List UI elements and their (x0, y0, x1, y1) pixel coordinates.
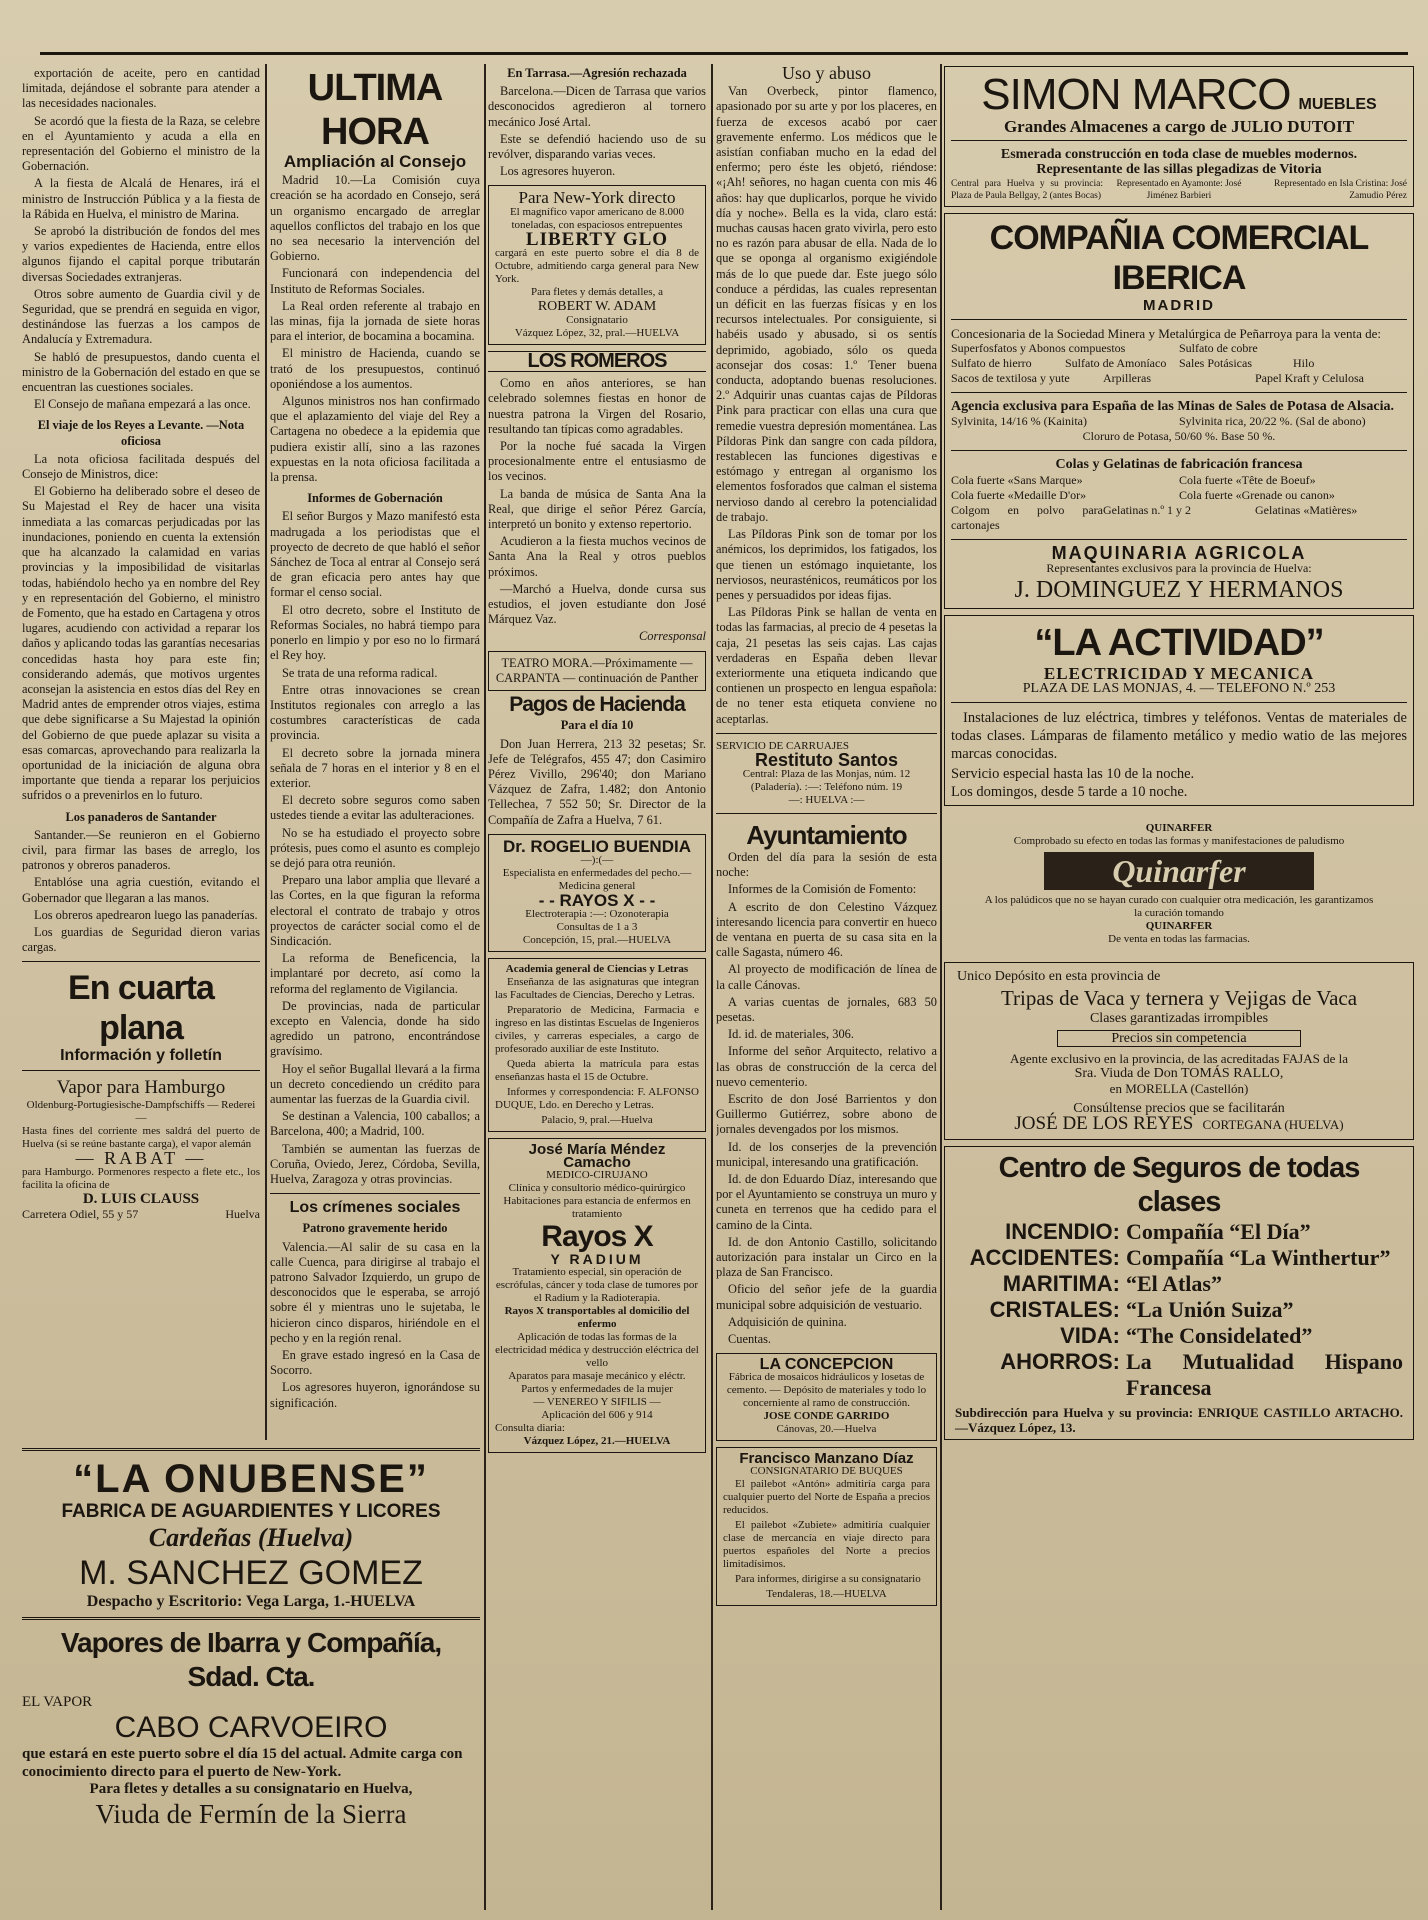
column-5-ads (944, 66, 1414, 1910)
actividad-name: “LA ACTIVIDAD” (1034, 622, 1324, 665)
paragraph: Los obreros apedrearon luego las panaderías. (34, 907, 258, 922)
cola-item: Cola fuerte «Medaille D'or» (951, 487, 1087, 502)
divider (270, 1193, 480, 1194)
buendia-hours: Consultas de 1 a 3 (556, 921, 638, 934)
iberica-ad (944, 213, 1414, 609)
seguros-row (955, 1271, 1403, 1297)
paragraph: Valencia.—Al salir de su casa en la calle Cuenca, para dirigirse al trabajo el patrono Salvador Izquierdo, un grupo de desconocidos que le esperaba, se arrojó sobre él y mientras uno le sujetaba, le hicieron cinco disparos, hiriéndole en el pecho y en la región renal. (270, 1239, 480, 1345)
seguros-category: ACCIDENTES: (969, 1245, 1120, 1271)
paragraph: Se acordó que la fiesta de la Raza, se celebre en el Ayuntamiento y acuda a ella en representación del Gobierno el ministro de la Gobernación. (22, 113, 260, 174)
ibarra-ship: CABO CARVOEIRO (114, 1711, 388, 1744)
buendia-name: Dr. ROGELIO BUENDIA (503, 836, 691, 856)
buendia-electro: Electroterapia :—: Ozonoterapia (525, 908, 669, 921)
actividad-text3: Los domingos, desde 5 tarde a 10 noche. (951, 784, 1188, 801)
simon-header (951, 71, 1407, 119)
tripas-text3: Sra. Viuda de Don TOMÁS RALLO, (1074, 1066, 1284, 1082)
paragraph: Id. de don Eduardo Díaz, interesando que por el Ayuntamiento se construya un muro y cuneta en terrenos que ha cedido para el camino de la Cinta. (716, 1172, 937, 1232)
paragraph: Hoy el señor Bugallal llevará a la firma un decreto concediendo un crédito para aumentar las fuerzas de la Guardia civil. (270, 1061, 480, 1106)
paragraph: A escrito de don Celestino Vázquez interesando licencia para convertir en hueco de ventana en puerta de su casa sita en la calle Sagasta, número 46. (716, 899, 937, 960)
iberica-name: COMPAÑIA COMERCIAL IBERICA (989, 218, 1369, 297)
buendia-specialty: Especialista en enfermedades del pecho.—Medicina general (502, 866, 692, 892)
cola-item: Colgom en polvo para cartonajes (951, 502, 1103, 532)
pagos-title: Pagos de Hacienda (509, 693, 685, 717)
hamburgo-company: Oldenburg-Portugiesische-Dampfschiffs — Rederei — (26, 1098, 256, 1124)
paragraph: Se habló de presupuestos, dando cuenta el ministro de la Gobernación del estado en que se encuentran las cuestiones sociales. (22, 349, 260, 395)
iberica-product-row (951, 371, 1407, 386)
actividad-sub: ELECTRICIDAD Y MECANICA (1043, 664, 1315, 684)
academia-address: Palacio, 9, pral.—Huelva (541, 1114, 653, 1127)
divider (22, 1448, 480, 1451)
seguros-company: “The Considelated” (1126, 1323, 1313, 1349)
ayuntamiento-article (716, 850, 937, 1347)
seguros-row (955, 1219, 1403, 1245)
iberica-product-item: Sulfato de Amoníaco (1065, 356, 1167, 371)
buendia-separator: —):(— (580, 853, 614, 866)
paragraph: Escrito de don José Barrientos y don Guillermo Gutiérrez, sobre abono de jornales devengados por los mismos. (716, 1091, 937, 1137)
paragraph: El ministro de Hacienda, cuando se trató de los presupuestos, continuó oponiéndose a los aumentos. (270, 346, 480, 391)
cola-item: Cola fuerte «Tête de Boeuf» (1179, 472, 1316, 487)
onubense-address: Despacho y Escritorio: Vega Larga, 1.-HUELVA (86, 1593, 416, 1610)
buendia-rayos: - - RAYOS X - - (538, 890, 656, 910)
buendia-ad (488, 834, 706, 952)
paragraph: Funcionará con independencia del Instituto de Reformas Sociales. (270, 266, 480, 296)
divider (951, 319, 1407, 320)
iberica-product-item: Sulfato de cobre (1179, 341, 1258, 356)
carruajes-ad (716, 740, 937, 807)
iberica-product-item: Papel Kraft y Celulosa (1255, 371, 1364, 386)
hamburgo-address-right: Huelva (225, 1206, 260, 1221)
paragraph: Oficio del señor jefe de la guardia municipal sobre adquisición de vestuario. (716, 1282, 937, 1312)
paragraph: Se destinan a Valencia, 100 caballos; a Barcelona, 400; a Madrid, 100. (270, 1109, 480, 1139)
paragraph: Cuentas. (728, 1332, 772, 1347)
column-3 (488, 66, 706, 1910)
iberica-cloruro: Cloruro de Potasa, 50/60 %. Base 50 %. (1082, 429, 1276, 444)
paragraph: El señor Burgos y Mazo manifestó esta madrugada a los periodistas que el proyecto de decreto de que habló el señor Sánchez de Toca al entrar al Consejo será de gran eficacia pero antes hay que formar el censo social. (270, 509, 480, 600)
hamburgo-ship: — RABAT — (75, 1147, 207, 1168)
ampliacion-article (270, 173, 480, 485)
iberica-products (951, 341, 1407, 386)
paragraph: Orden del día para la sesión de esta noche: (716, 849, 937, 880)
ny-ship: LIBERTY GLO (525, 228, 669, 250)
paragraph: Van Overbeck, pintor flamenco, apasionado por su arte y por los placeres, en fuerza de excesos acabó por caer gravemente enfermo. Los médicos que le asistían confiaban mucho en la edad del enfermo; pero éste les objetó, riéndose: «¡Ah! señores, no hagan cuenta con mis 46 años: hay que duplicarlos, porque he vivido día y noche». Bella es la vida, claro está: muchas causas hacen grato vivirla, pero esto no es razón para abusar de ella. Nada de lo que se oponga al organismo exigiéndole más de lo que puede dar. Este juego sólo conduce a pérdidas, las cuales representan un déficit en las fuerzas físicas y en los recursos intelectuales. Por consiguiente, si habéis usado y abusado, si os sentís deprimido, agobiado, sólo os queda aconsejar dos cosas: 1.º Tener buena conducta, adoptando buenas resoluciones. 2.º Adquirir unas cuantas cajas de Píldoras Pink para practicar con ellas una cura que remedie vuestra depresión momentánea. Las Píldoras Pink dan sangre con cada píldora, restablecen las funciones digestivas e estómago y entregan al organismo los elementos fosforados que calman el sistema nervioso dando al cerebro la potencialidad de trabajo. (716, 84, 937, 524)
hamburgo-address (22, 1207, 260, 1222)
mendez-text8: — VENEREO Y SIFILIS — (533, 1396, 661, 1409)
simon-text: Esmerada construcción en toda clase de muebles modernos. (1000, 147, 1358, 163)
divider (22, 1617, 480, 1620)
paragraph: Id. id. de materiales, 306. (728, 1027, 854, 1042)
simon-sub: Grandes Almacenes a cargo de JULIO DUTOIT (1003, 117, 1355, 136)
ibarra-agent: Viuda de Fermín de la Sierra (95, 1799, 407, 1829)
seguros-company: Compañía “La Winthertur” (1126, 1245, 1391, 1271)
ampliacion-title: Ampliación al Consejo (283, 152, 467, 171)
hamburgo-title: Vapor para Hamburgo (56, 1076, 226, 1098)
mendez-text6: Aparatos para masaje mecánico y eléctr. (508, 1370, 686, 1383)
tripas-precios: Precios sin competencia (1057, 1030, 1301, 1047)
seguros-category: INCENDIO: (1005, 1219, 1120, 1245)
academia-text2: Preparatorio de Medicina, Farmacia e ingreso en las distintas Escuelas de Ingenieros civiles, y carreras especiales, a cargo de profesorado auxiliar de este Instituto. (495, 1004, 699, 1056)
academia-text: Enseñanza de las asignaturas que integran las Facultades de Ciencias, Derecho y Letras. (495, 976, 699, 1002)
column-1 (22, 66, 260, 1440)
paragraph: Algunos ministros nos han confirmado que el aplazamiento del viaje del Rey a Cartagena no obedece a la epidemia que pudiera existir allí, sino a las razones expuestas en la nota oficiosa facilitada a la prensa. (270, 394, 480, 485)
paragraph: Se aprobó la distribución de fondos del mes y varios expedientes de Hacienda, entre ellos algunos fijando el capital porque tributarán diversas Sociedades extranjeras. (22, 224, 260, 284)
paragraph: En grave estado ingresó en la Casa de Socorro. (270, 1348, 480, 1378)
simon-marco-ad (944, 66, 1414, 207)
paragraph: No se ha estudiado el proyecto sobre prótesis, pues como el asunto es complejo se dejó para otra reunión. (270, 825, 480, 870)
seguros-title: Centro de Seguros de todas clases (998, 1152, 1360, 1219)
paragraph: Las Píldoras Pink se hallan de venta en todas las farmacias, al precio de 4 pesetas la caja, 21 pesetas las seis cajas. Las cajas verdaderas en España deben llevar exteriormente una etiqueta indicando que contienen un prospecto en lengua española: de no tener esta etiqueta conviene no aceptarlas. (716, 605, 937, 726)
consejo-continuation (22, 66, 260, 412)
paragraph: Informes de la Comisión de Fomento: (728, 882, 917, 897)
cola-row (951, 488, 1407, 503)
cola-item: Cola fuerte «Grenade ou canon» (1179, 487, 1335, 502)
cuarta-plana-title: En cuarta plana (68, 969, 214, 1048)
iberica-product-item: Sales Potásicas (1179, 356, 1252, 371)
paragraph: Las Píldoras Pink son de tomar por los anémicos, los deprimidos, los fatigados, los que tienen un estómago inquietante, los nerviosos, neurasténicos, reumáticos por los penes y persuadidos por ideas fijas. (716, 527, 937, 602)
paragraph: Por la noche fué sacada la Virgen procesionalmente entre el entusiasmo de los vecinos. (488, 439, 706, 484)
mendez-text5: Aplicación de todas las formas de la electricidad médica y destrucción eléctrica del vello (495, 1331, 699, 1370)
academia-text4: Informes y correspondencia: F. ALFONSO DUQUE, Ldo. en Derecho y Letras. (495, 1086, 699, 1112)
romeros-article (488, 376, 706, 627)
carruajes-text: Central: Plaza de las Monjas, núm. 12 (Paladería). :—: Teléfono núm. 19 (742, 767, 911, 793)
paragraph: La nota oficiosa facilitada después del Consejo de Ministros, dice: (22, 451, 260, 482)
ayuntamiento-title: Ayuntamiento (746, 819, 907, 850)
mendez-text7: Partos y enfermedades de la mujer (521, 1383, 673, 1396)
mendez-text: Clínica y consultorio médico-quirúrgico (508, 1182, 686, 1195)
iberica-product-row (951, 341, 1407, 356)
onubense-name: “LA ONUBENSE” (73, 1457, 429, 1501)
seguros-row (955, 1349, 1403, 1401)
paragraph: Barcelona.—Dicen de Tarrasa que varios desconocidos agredieron al tornero mecánico José Artal. (488, 84, 706, 129)
paragraph: Adquisición de quinina. (728, 1314, 847, 1329)
paragraph: La Real orden referente al trabajo en las minas, fija la jornada de siete horas para el interior, de bocamina a bocamina. (270, 298, 480, 344)
paragraph: El Gobierno ha deliberado sobre el deseo de Su Majestad el Rey de hacer una visita inmediata a las comarcas perjudicadas por las inundaciones, poniendo en cuenta la extensión que ha alcanzado la calamidad en varias provincias y la imposibilidad de visitarlas todas, habiéndolo hecho ya en nombre del Rey y en representación del Gobierno, el ministro de Fomento, que ha estado en Cartagena y otros lugares, acudiendo con actividad a reparar los daños y aplicando todas las garantías necesarias concedidas hasta hoy para este fin; considerando además, que motivos urgentes aconsejan la asistencia en estos días del Rey en Madrid antes de emprender otros viajes, estima que debe significarse a Su Majestad la opinión del Gobierno de que puede aplazar su visita a esas comarcas, aprovechando para realizarla la oportunidad de la iniciación de alguna obra importante que tienda a reparar los perjuicios sufridos o a prevenirlos en lo futuro. (22, 484, 260, 803)
seguros-foot: Subdirección para Huelva y su provincia: ENRIQUE CASTILLO ARTACHO.—Vázquez López, 13. (955, 1405, 1403, 1436)
seguros-row (955, 1323, 1403, 1349)
tripas-text: Clases garantizadas irrompibles (1089, 1010, 1269, 1026)
paragraph: Otros sobre aumento de Guardia civil y de Seguridad, que se prendrá en seguida en vigor, destinándose las fuerzas a los campos de Andalucía y Extremadura. (22, 286, 260, 347)
paragraph: Id. de don Antonio Castillo, solicitando autorización para instalar un Circo en la plaza de San Francisco. (716, 1234, 937, 1280)
iberica-silvinas (951, 414, 1407, 429)
colas-title: Colas y Gelatinas de fabricación francesa (1055, 457, 1303, 473)
paragraph: La banda de música de Santa Ana la Real, que dirige el señor Pérez García, interpretó un bonito y extenso repertorio. (488, 486, 706, 532)
onubense-place: Cardeñas (Huelva) (148, 1523, 354, 1552)
seguros-ad (944, 1146, 1414, 1440)
mendez-text9: Aplicación del 606 y 914 (541, 1409, 653, 1422)
divider (951, 140, 1407, 141)
mendez-address: Vázquez López, 21.—HUELVA (523, 1435, 671, 1448)
cuarta-plana-subtitle: Información y folletín (60, 1047, 222, 1065)
ibarra-text: que estará en este puerto sobre el día 15 del actual. Admite carga con conocimiento directo para el puerto de New-York. (22, 1746, 463, 1780)
concepcion-name: LA CONCEPCION (759, 1356, 894, 1374)
pagos-text: Don Juan Herrera, 213 32 pesetas; Sr. Jefe de Telégrafos, 455 47; don Casimiro Pérez Vivillo, 296'40; don Mariano Vázquez de Zafra, 1.482; don Antonio Tellechea, 7 552 50; Sr. Director de la Compañía de Zafra a Huelva, 7 61. (488, 736, 706, 827)
paragraph: Como en años anteriores, se han celebrado solemnes fiestas en honor de nuestra patrona la Virgen del Rosario, resultando tan típicas como agradables. (488, 376, 706, 436)
carruajes-label: SERVICIO DE CARRUAJES (716, 739, 849, 752)
tarrasa-title: En Tarrasa.—Agresión rechazada (507, 66, 687, 80)
tripas-title: Unico Depósito en esta provincia de (957, 969, 1161, 985)
quinarfer-line1: Comprobado su efecto en todas las formas y manifestaciones de paludismo (1013, 835, 1345, 848)
simon-name: SIMON MARCO (981, 70, 1291, 119)
seguros-category: CRISTALES: (989, 1297, 1120, 1323)
crimenes-subtitle: Patrono gravemente herido (302, 1221, 448, 1236)
iberica-product-row (951, 356, 1407, 371)
mendez-radium: Y RADIUM (550, 1251, 644, 1268)
cola-row (951, 473, 1407, 488)
hamburgo-ad (22, 1077, 260, 1222)
ny-address: Vázquez López, 32, pral.—HUELVA (514, 327, 680, 340)
ibarra-text2: Para fletes y detalles a su consignatario en Huelva, (89, 1781, 413, 1797)
actividad-ad (944, 615, 1414, 806)
paragraph: Santander.—Se reunieron en el Gobierno civil, para firmar las bases de arreglo, los patronos y obreros panaderos. (22, 827, 260, 873)
mendez-text3: Tratamiento especial, sin operación de escrófulas, cáncer y toda clase de tumores por el Radium y la Radioterapia. (495, 1266, 699, 1305)
paragraph: Entre otras innovaciones se crean Institutos regionales con arreglo a las costumbres características de cada provincia. (270, 682, 480, 743)
seguros-company: Compañía “El Día” (1126, 1219, 1311, 1245)
academia-ad (488, 958, 706, 1132)
hamburgo-text2: para Hamburgo. Pormenores respecto a flete etc., los facilita la oficina de (22, 1165, 260, 1191)
manzano-text3: Para informes, dirigirse a su consignatario (735, 1573, 921, 1586)
seguros-company: “La Unión Suiza” (1126, 1297, 1294, 1323)
carruajes-name: Restituto Santos (754, 749, 898, 770)
concepcion-ad (716, 1353, 937, 1441)
simon-text2: Representante de las sillas plegadizas de Vitoria (1036, 162, 1322, 178)
simon-footer (951, 178, 1407, 202)
divider (716, 813, 937, 814)
seguros-company: “El Atlas” (1126, 1271, 1222, 1297)
tripas-text5: Consúltense precios que se facilitarán (1073, 1100, 1285, 1116)
paragraph: Madrid 10.—La Comisión cuya creación se ha acordado en Consejo, será un organismo encargado de arreglar aquellos conflictos del trabajo en los que no sea necesario la intervención del Gobierno. (270, 173, 480, 264)
tripas-text4: en MORELLA (Castellón) (1109, 1081, 1249, 1097)
tripas-agent-place: CORTEGANA (HUELVA) (1202, 1116, 1344, 1132)
tripas-agent-line (957, 1112, 1401, 1134)
column-divider (484, 64, 486, 1910)
cola-row (951, 503, 1407, 533)
paragraph: Al proyecto de modificación de línea de la calle Cánovas. (716, 962, 937, 992)
paragraph: Acudieron a la fiesta muchos vecinos de Santa Ana la Real y otros pueblos próximos. (488, 534, 706, 579)
paragraph: Preparo una labor amplia que llevaré a las Cortes, en la que figuran la reforma electoral el contrato de trabajo y otros proyectos de carácter social como el de Sindicación. (270, 873, 480, 948)
paragraph: Los agresores huyeron, ignorándose su significación. (270, 1380, 480, 1410)
manzano-address: Tendaleras, 18.—HUELVA (766, 1588, 887, 1601)
actividad-text: Instalaciones de luz eléctrica, timbres y teléfonos. Ventas de materiales de todas clases. Lámparas de filamento metálico y medio watio de las mejores marcas conocidas. (951, 710, 1407, 763)
tripas-ad (944, 962, 1414, 1140)
mendez-name: José María Méndez Camacho (528, 1141, 666, 1172)
viaje-title: El viaje de los Reyes a Levante. —Nota oficiosa (37, 418, 245, 448)
iberica-text: Concesionaria de la Sociedad Minera y Metalúrgica de Peñarroya para la venta de: (951, 325, 1382, 341)
academia-title: Academia general de Ciencias y Letras (505, 963, 689, 976)
silvina-2: Sylvinita rica, 20/22 %. (Sal de abono) (1179, 414, 1366, 429)
manzano-text2: El pailebot «Zubiete» admitiría cualquier clase de mercancía en viaje directo para puertos españoles del Norte a precios limitadísimos. (723, 1519, 930, 1571)
ny-title: Para New-York directo (518, 188, 676, 208)
quinarfer-brand-top: QUINARFER (1145, 822, 1213, 835)
hamburgo-address-left: Carretera Odiel, 55 y 57 (22, 1206, 139, 1221)
manzano-name: Francisco Manzano Díaz (739, 1450, 914, 1468)
seguros-row (955, 1297, 1403, 1323)
paragraph: El decreto sobre seguros como saben ustedes tiende a evitar las adulteraciones. (270, 793, 480, 823)
iberica-product-item: Hilo (1293, 356, 1315, 371)
cola-item: Gelatinas n.º 1 y 2 (1103, 502, 1192, 517)
paragraph: —Marchó a Huelva, donde cursa sus estudios, el joven estudiante don José Márquez Vaz. (488, 581, 706, 627)
simon-foot-3: Representado en Isla Cristina: José Zamudio Pérez (1274, 178, 1407, 201)
carruajes-city: —: HUELVA :— (788, 793, 865, 806)
concepcion-address: Cánovas, 20.—Huelva (776, 1423, 877, 1436)
tripas-agent: JOSÉ DE LOS REYES (1014, 1112, 1194, 1134)
ibarra-label: EL VAPOR (22, 1694, 93, 1710)
ny-text: El magnífico vapor americano de 8.000 toneladas, con espaciosos entrepuentes (509, 205, 685, 231)
maquinaria-rep: Representantes exclusivos para la provincia de Huelva: (1046, 560, 1312, 575)
mendez-rayos: Rayos X (541, 1220, 653, 1254)
paragraph: Entablóse una agria cuestión, evitando el Gobernador que llegaran a las manos. (22, 875, 260, 905)
divider (22, 1070, 260, 1071)
crimenes-article (270, 1240, 480, 1411)
simon-foot-2: Representado en Ayamonte: José Jiménez Barbieri (1116, 178, 1242, 201)
mendez-sub: MEDICO-CIRUJANO (546, 1169, 648, 1182)
simon-tag: MUEBLES (1298, 96, 1377, 113)
seguros-category: MARITIMA: (1002, 1271, 1120, 1297)
iberica-agencia: Agencia exclusiva para España de las Minas de Sales de Potasa de Alsacia. (951, 399, 1394, 415)
mendez-text4: Rayos X transportables al domicilio del enfermo (504, 1305, 690, 1331)
academia-text3: Queda abierta la matrícula para estas enseñanzas hasta el 15 de Octubre. (495, 1058, 699, 1084)
teatro-notice: TEATRO MORA.—Próximamente — CARPANTA — continuación de Panther (488, 651, 706, 691)
seguros-category: VIDA: (1060, 1323, 1120, 1349)
divider (951, 392, 1407, 393)
paragraph: El Consejo de mañana empezará a las once. (34, 397, 251, 412)
manzano-sub: CONSIGNATARIO DE BUQUES (750, 1465, 903, 1478)
divider (951, 450, 1407, 451)
silvina-1: Sylvinita, 14/16 % (Kainita) (951, 414, 1087, 429)
column-divider (940, 64, 942, 1910)
tripas-text2: Agente exclusivo en la provincia, de las acreditadas FAJAS de la (1009, 1051, 1348, 1067)
maquinaria-title: MAQUINARIA AGRICOLA (1051, 542, 1307, 563)
bottom-left-ads (22, 1448, 480, 1908)
pagos-subtitle: Para el día 10 (560, 718, 634, 733)
ny-text2: cargará en este puerto sobre el día 8 de Octubre, admitiendo carga general para New York. (495, 246, 699, 285)
romeros-title: LOS ROMEROS (488, 351, 706, 372)
actividad-text2: Servicio especial hasta las 10 de la noche. (951, 766, 1195, 783)
cola-item: Gelatinas «Matières» (1255, 502, 1358, 517)
column-4 (716, 66, 937, 1910)
iberica-product-item: Sulfato de hierro (951, 356, 1032, 371)
paragraph: Los guardias de Seguridad dieron varias cargas. (22, 924, 260, 955)
concepcion-text: Fábrica de mosaicos hidráulicos y losetas de cemento. — Depósito de materiales y todo lo concerniente al ramo de construcción. (726, 1371, 927, 1410)
divider (951, 702, 1407, 703)
hamburgo-text: Hasta fines del corriente mes saldrá del puerto de Huelva (si se reúne bastante carga), el vapor alemán (22, 1124, 260, 1150)
ny-agent-sub: Consignatario (566, 314, 628, 327)
iberica-city: MADRID (1143, 296, 1215, 314)
paragraph: De provincias, nada de particular excepto en Valencia, donde ha sido agredido un patrono, encontrándose gravísimo. (270, 998, 480, 1059)
column-2 (270, 66, 480, 1440)
uso-article (716, 84, 937, 727)
ny-text3: Para fletes y demás detalles, a (531, 285, 663, 298)
quinarfer-ad (944, 816, 1414, 952)
cola-item: Cola fuerte «Sans Marque» (951, 472, 1083, 487)
seguros-category: AHORROS: (1000, 1349, 1120, 1375)
paragraph: exportación de aceite, pero en cantidad limitada, dejándose el sobrante para atender a las necesidades nacionales. (22, 66, 260, 111)
buendia-address: Concepción, 15, pral.—HUELVA (522, 934, 672, 947)
manzano-text: El pailebot «Antón» admitiría carga para cualquier puerto del Norte de España a precios reducidos. (723, 1478, 930, 1517)
divider (22, 961, 260, 962)
tarrasa-article (488, 84, 706, 179)
romeros-signature: Corresponsal (638, 629, 706, 644)
mendez-text10: Consulta diaria: (495, 1422, 565, 1435)
gobernacion-title: Informes de Gobernación (307, 491, 443, 506)
paragraph: Se trata de una reforma radical. (282, 665, 438, 680)
paragraph: Informe del señor Arquitecto, relativo a las obras de construcción de la cerca del nuevo cementerio. (716, 1044, 937, 1089)
seguros-list (955, 1219, 1403, 1401)
top-rule (40, 52, 1408, 55)
iberica-product-item: Sacos de textilosa y yute (951, 371, 1070, 386)
new-york-ad (488, 185, 706, 345)
paragraph: A varias cuentas de jornales, 683 50 pesetas. (716, 994, 937, 1024)
iberica-product-item: Arpilleras (1103, 371, 1151, 386)
maquinaria-rep-name: J. DOMINGUEZ Y HERMANOS (1014, 577, 1344, 604)
paragraph: El otro decreto, sobre el Instituto de Reformas Sociales, no habrá tiempo para ponerlo en limpio y por eso no lo firmará el Rey hoy. (270, 602, 480, 663)
column-divider (265, 64, 267, 1440)
panaderos-article (22, 828, 260, 956)
manzano-ad (716, 1447, 937, 1606)
onubense-sub: FABRICA DE AGUARDIENTES Y LICORES (61, 1501, 441, 1522)
panaderos-title: Los panaderos de Santander (65, 809, 217, 824)
gobernacion-article (270, 509, 480, 1187)
crimenes-title: Los crímenes sociales (289, 1199, 461, 1217)
quinarfer-name: Quinarfer (1044, 852, 1314, 890)
seguros-row (955, 1245, 1403, 1271)
paragraph: El decreto sobre la jornada minera señala de 7 horas en el interior y 8 en el exterior. (270, 745, 480, 790)
divider (951, 539, 1407, 540)
ultima-hora-masthead: ULTIMA HORA (307, 67, 443, 153)
iberica-product-item: Superfosfatos y Abonos compuestos (951, 341, 1126, 356)
paragraph: Id. de los conserjes de la prevención municipal, interesando una gratificación. (716, 1139, 937, 1169)
paragraph: Los agresores huyeron. (500, 164, 616, 179)
simon-foot-1: Central para Huelva y su provincia: Plaza de Paula Bellgay, 2 (antes Bocas) (951, 178, 1103, 201)
column-divider (711, 64, 713, 1910)
hamburgo-agent: D. LUIS CLAUSS (82, 1190, 200, 1207)
seguros-company: La Mutualidad Hispano Francesa (1126, 1349, 1403, 1401)
paragraph: Este se defendió haciendo uso de su revólver, disparando varias veces. (488, 131, 706, 162)
mendez-ad (488, 1138, 706, 1453)
quinarfer-line2: A los palúdicos que no se hayan curado con cualquier otra medicación, les garantizamos la curación tomando (984, 894, 1374, 920)
paragraph: A la fiesta de Alcalá de Henares, irá el ministro de Instrucción Pública y a la fiesta de la Rábida en Huelva, el ministro de Marina. (22, 176, 260, 221)
viaje-article (22, 452, 260, 804)
uso-title: Uso y abuso (782, 66, 871, 83)
tripas-big: Tripas de Vaca y ternera y Vejigas de Vaca (1000, 985, 1358, 1010)
paragraph: La reforma de Beneficencia, la implantaré por decreto, así como la reforma del reglamento de Vigilancia. (270, 951, 480, 996)
mendez-text2: Habitaciones para estancia de enfermos en tratamiento (503, 1195, 691, 1221)
onubense-owner: M. SANCHEZ GOMEZ (79, 1554, 423, 1592)
ny-agent: ROBERT W. ADAM (537, 298, 657, 314)
paragraph: También se aumentan las fuerzas de Coruña, Oviedo, Jerez, Córdoba, Sevilla, Huelva, Zaragoza y otras provincias. (270, 1141, 480, 1186)
concepcion-owner: JOSE CONDE GARRIDO (763, 1410, 890, 1423)
actividad-address: PLAZA DE LAS MONJAS, 4. — TELEFONO N.º 253 (1022, 681, 1336, 697)
quinarfer-brand-bottom: QUINARFER (1145, 920, 1213, 933)
colas-list (951, 473, 1407, 533)
quinarfer-line3: De venta en todas las farmacias. (1108, 933, 1250, 946)
divider (716, 733, 937, 734)
ibarra-name: Vapores de Ibarra y Compañía, Sdad. Cta. (60, 1627, 442, 1692)
